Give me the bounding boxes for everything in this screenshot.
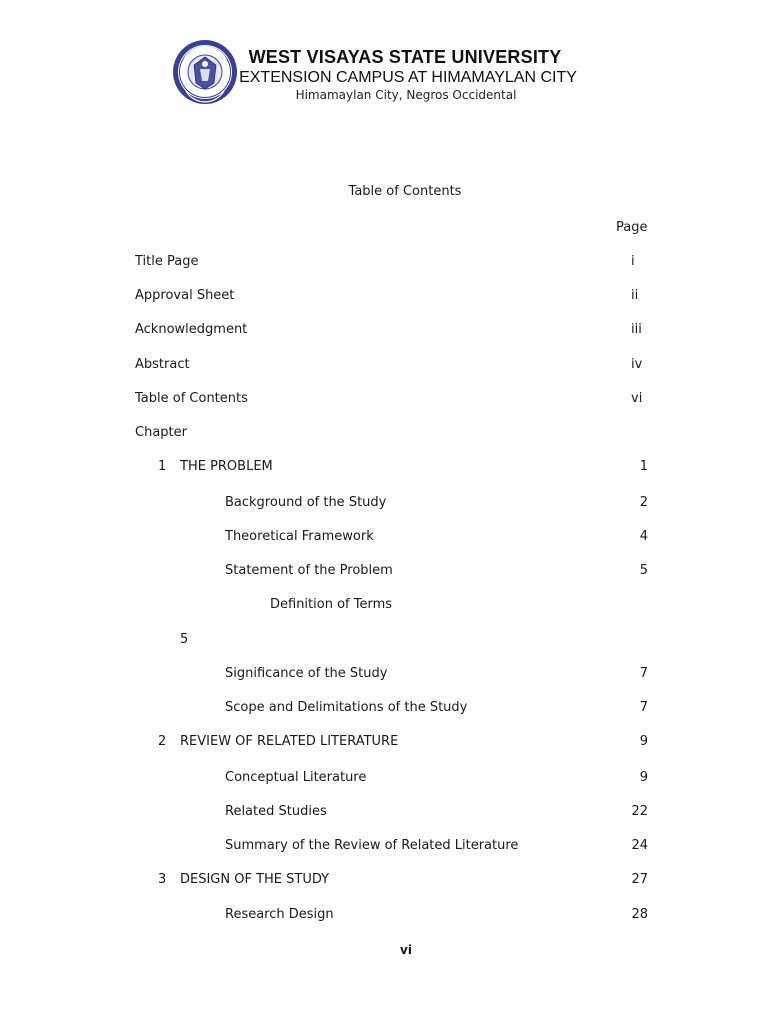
toc-entry-page: 4 bbox=[639, 529, 648, 544]
toc-row bbox=[0, 423, 768, 443]
toc-entry-page: 7 bbox=[639, 666, 648, 681]
toc-entry-page: vi bbox=[631, 391, 643, 406]
toc-entry-label: REVIEW OF RELATED LITERATURE bbox=[180, 734, 399, 749]
toc-entry-page: ii bbox=[631, 288, 639, 303]
toc-entry-label: Statement of the Problem bbox=[225, 563, 393, 578]
toc-entry-page: 9 bbox=[639, 734, 648, 749]
toc-row bbox=[0, 457, 768, 477]
toc-row bbox=[0, 698, 768, 718]
toc-entry-label: Acknowledgment bbox=[135, 322, 248, 337]
toc-row bbox=[0, 561, 768, 581]
campus-name: EXTENSION CAMPUS AT HIMAMAYLAN CITY bbox=[239, 69, 577, 86]
toc-entry-label: Background of the Study bbox=[225, 495, 387, 510]
toc-entry-label: 5 bbox=[180, 632, 189, 647]
university-name: WEST VISAYAS STATE UNIVERSITY bbox=[248, 47, 562, 67]
toc-title: Table of Contents bbox=[348, 184, 462, 199]
toc-entry-label: Theoretical Framework bbox=[225, 529, 374, 544]
toc-entry-label: Significance of the Study bbox=[225, 666, 388, 681]
toc-row bbox=[0, 286, 768, 306]
campus-location: Himamaylan City, Negros Occidental bbox=[295, 88, 517, 102]
toc-entry-label: Related Studies bbox=[225, 804, 327, 819]
toc-entry-page: iv bbox=[631, 357, 643, 372]
toc-row bbox=[0, 905, 768, 925]
toc-row bbox=[0, 252, 768, 272]
toc-entry-page: 22 bbox=[631, 804, 648, 819]
toc-row bbox=[0, 355, 768, 375]
toc-row bbox=[0, 836, 768, 856]
toc-entry-label: Table of Contents bbox=[135, 391, 248, 406]
toc-entry-label: Abstract bbox=[135, 357, 190, 372]
toc-row bbox=[0, 630, 768, 650]
toc-entry-label: DESIGN OF THE STUDY bbox=[180, 872, 330, 887]
toc-entry-page: 27 bbox=[631, 872, 648, 887]
toc-entry-label: Conceptual Literature bbox=[225, 770, 367, 785]
toc-entry-page: iii bbox=[631, 322, 642, 337]
toc-row bbox=[0, 595, 768, 615]
toc-entry-label: Title Page bbox=[135, 254, 199, 269]
toc-entry-label: THE PROBLEM bbox=[180, 459, 273, 474]
toc-entry-page: i bbox=[631, 254, 635, 269]
toc-row bbox=[0, 732, 768, 752]
chapter-number: 2 bbox=[158, 734, 167, 749]
chapter-number: 1 bbox=[158, 459, 167, 474]
toc-row bbox=[0, 389, 768, 409]
toc-page-heading: Page bbox=[616, 220, 648, 235]
toc-entry-label: Chapter bbox=[135, 425, 187, 440]
toc-entry-page: 24 bbox=[631, 838, 648, 853]
toc-row bbox=[0, 664, 768, 684]
toc-row bbox=[0, 320, 768, 340]
toc-entry-page: 1 bbox=[639, 459, 648, 474]
toc-entry-label: Approval Sheet bbox=[135, 288, 235, 303]
page-number: vi bbox=[400, 943, 412, 957]
toc-entry-page: 28 bbox=[631, 907, 648, 922]
toc-entry-page: 7 bbox=[639, 700, 648, 715]
toc-row bbox=[0, 527, 768, 547]
toc-entry-label: Definition of Terms bbox=[270, 597, 393, 612]
toc-row bbox=[0, 870, 768, 890]
toc-row bbox=[0, 493, 768, 513]
toc-entry-label: Scope and Delimitations of the Study bbox=[225, 700, 468, 715]
toc-entry-page: 9 bbox=[639, 770, 648, 785]
toc-entry-label: Research Design bbox=[225, 907, 334, 922]
toc-entry-page: 5 bbox=[639, 563, 648, 578]
toc-entry-page: 2 bbox=[639, 495, 648, 510]
chapter-number: 3 bbox=[158, 872, 167, 887]
toc-entry-label: Summary of the Review of Related Literature bbox=[225, 838, 519, 853]
toc-row bbox=[0, 802, 768, 822]
toc-row bbox=[0, 768, 768, 788]
